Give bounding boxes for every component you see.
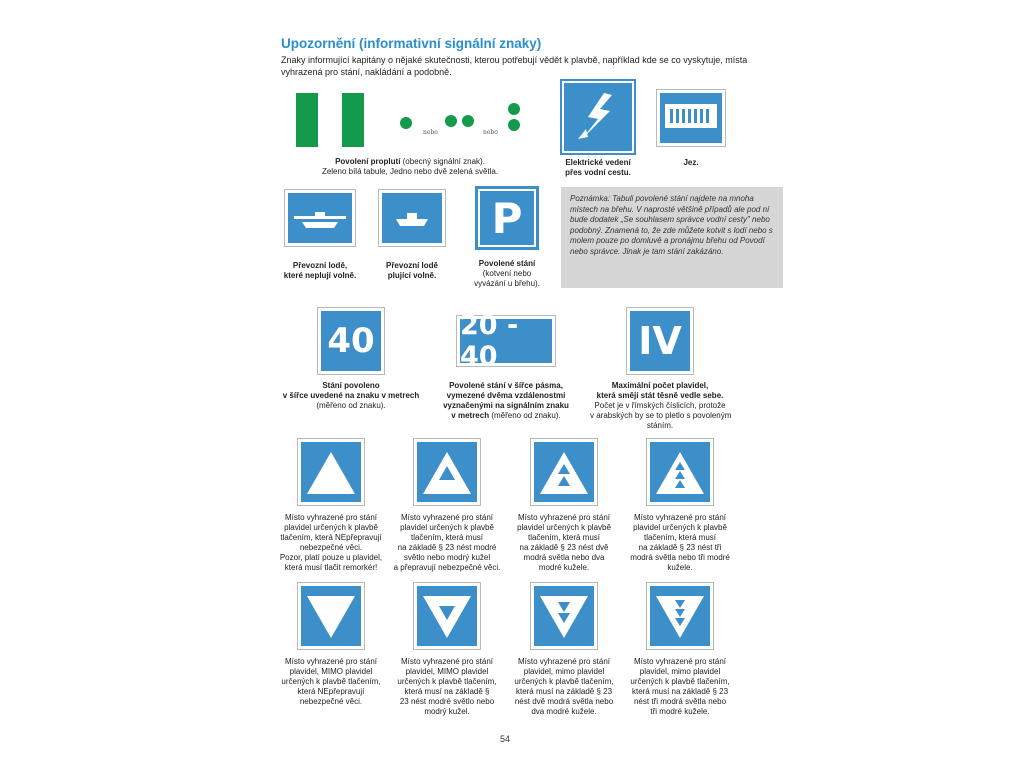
parking-caption: Povolené stání (kotvení nebo vyvázání u břehu).: [474, 259, 540, 288]
green-light-icon: [445, 115, 457, 127]
pushed-no-danger-sign: [298, 439, 364, 505]
ferry-not-free-caption: Převozní lodě, které neplují volně.: [283, 261, 357, 280]
green-white-flag-icon: [296, 93, 364, 147]
ferry-icon: [288, 193, 352, 243]
ferry-not-free-sign: [285, 190, 355, 246]
intro-text: Znaky informující kapitány o nějaké skutečnosti, kterou potřebují vědět k plavbě, například kde se co vyskytuje, místa vyhrazená pro stání, nakládání a podobně.: [281, 55, 748, 77]
non-pushed-no-danger-sign: [298, 583, 364, 649]
max-vessels-sign: IV: [627, 308, 693, 374]
row5-caption-2: Místo vyhrazené pro stání plavidel, MIMO plavidel určených k plavbě tlačením, která musí na základě § 23 nést modré světlo nebo modrý kužel.: [397, 657, 497, 716]
row5-caption-1: Místo vyhrazené pro stání plavidel, MIMO plavidel určených k plavbě tlačením, která NEpřepravují nebezpečné věci.: [281, 657, 381, 706]
ferry-free-caption: Převozní lodě plující volně.: [385, 261, 438, 280]
triangle-down-one-cone-icon: [417, 586, 477, 646]
row4-caption-4: Místo vyhrazené pro stání plavidel určených k plavbě tlačením, která musí na základě § 23 nést tři modrá světla nebo tři modré kužele.: [630, 513, 730, 572]
green-light-icon: [508, 119, 520, 131]
green-light-icon: [462, 115, 474, 127]
triangle-down-three-cones-icon: [650, 586, 710, 646]
triangle-three-cones-icon: [650, 442, 710, 502]
triangle-two-cones-icon: [534, 442, 594, 502]
electric-caption: Elektrické vedení přes vodní cestu.: [565, 158, 631, 177]
triangle-up-icon: [301, 442, 361, 502]
mooring-range-caption: Povolené stání v šířce pásma, vymezené dvěma vzdálenostmi vyznačenými na signálním znaku v metrech (měřeno od znaku).: [443, 381, 569, 420]
weir-icon: [660, 93, 722, 143]
mooring-width-sign: 40: [318, 308, 384, 374]
triangle-one-cone-icon: [417, 442, 477, 502]
page-number: 54: [500, 734, 511, 744]
non-pushed-one-cone-sign: [414, 583, 480, 649]
mooring-width-caption: Stání povoleno v šířce uvedené na znaku v metrech (měřeno od znaku).: [282, 381, 420, 410]
pushed-three-cones-sign: [647, 439, 713, 505]
row5-caption-4: Místo vyhrazené pro stání plavidel, mimo plavidel určených k plavbě tlačením, která musí na základě § 23 nést tři modrá světla nebo tři modré kužele.: [630, 657, 730, 716]
row5-caption-3: Místo vyhrazené pro stání plavidel, mimo plavidel určených k plavbě tlačením, která musí na základě § 23 nést dvě modrá světla nebo dva modré kužele.: [514, 657, 614, 716]
povoleni-caption: Povolení proplutí (obecný signální znak). Zeleno bílá tabule, Jedno nebo dvě zelená světla.: [321, 157, 499, 176]
ferry-icon: [382, 193, 442, 243]
row4-caption-2: Místo vyhrazené pro stání plavidel určených k plavbě tlačením, která musí na základě § 23 nést modré světlo nebo modrý kužel a přepravují nebezpečné věci.: [393, 513, 501, 572]
pushed-two-cones-sign: [531, 439, 597, 505]
note-box: [561, 187, 783, 288]
row4-caption-1: Místo vyhrazené pro stání plavidel určených k plavbě tlačením, která NEpřepravují nebezpečné věci. Pozor, platí pouze u plavidel, která musí tlačit remorkér!: [279, 513, 383, 572]
nebo-label: nebo: [423, 129, 438, 136]
nebo-label: nebo: [483, 129, 498, 136]
non-pushed-three-cones-sign: [647, 583, 713, 649]
weir-sign: [657, 90, 725, 146]
note-text: Poznámka: Tabuli povolené stání najdete na mnoha místech na břehu. V naprosté většině případů ale pod ní bude dodatek „Se souhlasem správce vodní cesty" nebo podobný. Znamená to, že zde můžete kotvit s lodí nebo s molem pouze po domluvě a pronájmu břehu od Povodí nebo správce. Jinak je tam stání zakázáno.: [570, 194, 773, 256]
electric-line-sign: [560, 79, 636, 155]
non-pushed-two-cones-sign: [531, 583, 597, 649]
weir-caption: Jez.: [683, 158, 699, 167]
parking-sign: P: [475, 186, 539, 250]
max-vessels-caption: Maximální počet plavidel, která smějí stát těsně vedle sebe. Počet je v římských číslicích, protože v arabských by se to pletlo s povoleným stáním.: [590, 381, 732, 430]
triangle-down-icon: [301, 586, 361, 646]
page-title: Upozornění (informativní signální znaky): [281, 36, 542, 51]
row4-caption-3: Místo vyhrazené pro stání plavidel určených k plavbě tlačením, která musí na základě § 23 nést dvě modrá světla nebo dva modré kužele.: [517, 513, 611, 572]
green-light-icon: [508, 103, 520, 115]
lightning-icon: [560, 79, 636, 155]
mooring-range-sign: 20 - 40: [457, 316, 555, 366]
pushed-one-cone-sign: [414, 439, 480, 505]
triangle-down-two-cones-icon: [534, 586, 594, 646]
green-light-icon: [400, 117, 412, 129]
ferry-free-sign: [379, 190, 445, 246]
